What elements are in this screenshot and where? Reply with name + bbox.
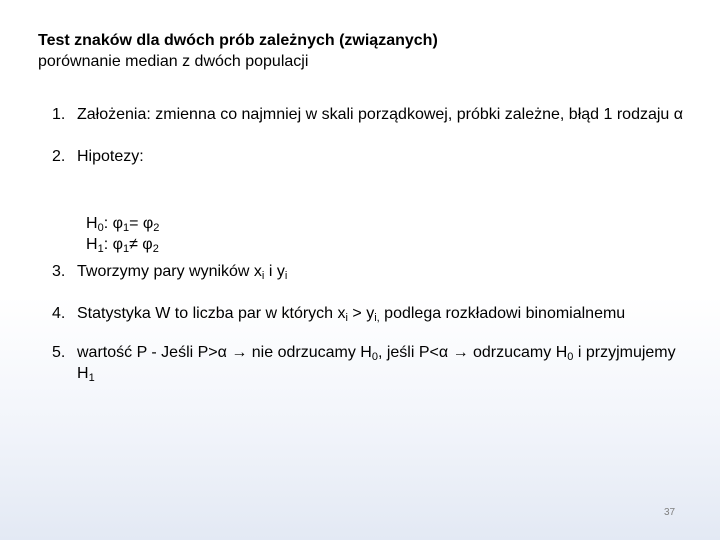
subscript: 1	[122, 243, 130, 255]
subscript: 0	[567, 351, 574, 363]
item-number: 1.	[52, 106, 66, 123]
slide-title	[38, 30, 438, 72]
subscript: i	[345, 312, 348, 324]
list-item-2	[52, 146, 692, 167]
subscript: 1	[122, 222, 130, 234]
hyp-symbol: H	[86, 215, 98, 232]
list-item-4	[52, 303, 692, 324]
item-number: 5.	[52, 344, 66, 361]
item-number: 3.	[52, 263, 66, 280]
item-text: > y	[347, 305, 375, 322]
item-number: 2.	[52, 148, 66, 165]
title-line-2: porównanie median z dwóch populacji	[38, 53, 309, 70]
item-text: , jeśli P<α → odrzucamy H	[377, 344, 568, 361]
hyp-text: = φ	[129, 215, 154, 232]
hyp-symbol: H	[86, 236, 98, 253]
title-line-1: Test znaków dla dwóch prób zależnych (związanych)	[38, 32, 438, 49]
item-text: i y	[264, 263, 285, 280]
item-text: wartość P - Jeśli P>α → nie odrzucamy H	[77, 344, 372, 361]
subscript: 2	[153, 222, 160, 234]
subscript: 2	[152, 243, 159, 255]
list-item-1	[52, 104, 692, 125]
item-text: podlega rozkładowi binomialnemu	[379, 305, 626, 322]
hyp-text: ≠ φ	[129, 236, 153, 253]
subscript: 0	[97, 222, 104, 234]
subscript: i	[284, 270, 288, 282]
subscript: 1	[88, 372, 95, 384]
hypothesis-h0	[86, 213, 159, 234]
subscript: 1	[97, 243, 104, 255]
list-item-3	[52, 261, 692, 282]
list-item-5	[52, 342, 692, 384]
item-text: Tworzymy pary wyników x	[77, 263, 262, 280]
subscript: 0	[371, 351, 378, 363]
hypothesis-h1	[86, 234, 159, 255]
item-text: Hipotezy:	[77, 148, 144, 165]
subscript: i	[261, 270, 265, 282]
item-text: Statystyka W to liczba par w których x	[77, 305, 346, 322]
page-number: 37	[664, 507, 676, 518]
item-text: i przyjmujemy H	[77, 344, 676, 382]
item-number: 4.	[52, 305, 66, 322]
item-text: Założenia: zmienna co najmniej w skali porządkowej, próbki zależne, błąd 1 rodzaju α	[77, 106, 684, 123]
hyp-text: : φ	[103, 215, 123, 232]
hyp-text: : φ	[103, 236, 123, 253]
subscript: i,	[374, 312, 380, 324]
